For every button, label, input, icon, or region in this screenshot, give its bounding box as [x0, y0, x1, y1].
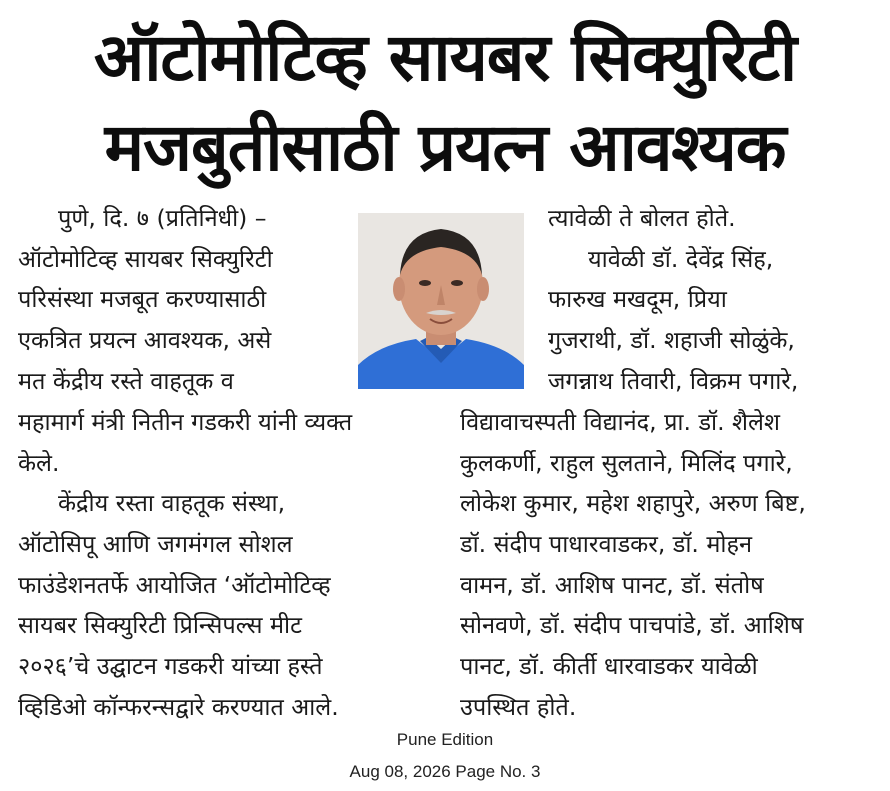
body-line: पुणे, दि. ७ (प्रतिनिधी) –: [58, 204, 267, 232]
body-line: उपस्थित होते.: [460, 692, 577, 721]
body-line: जगन्नाथ तिवारी, विक्रम पगारे,: [548, 366, 799, 395]
edition-label: Pune Edition: [396, 730, 494, 749]
body-line: विद्यावाचस्पती विद्यानंद, प्रा. डॉ. शैलेश: [460, 408, 780, 436]
body-line: केंद्रीय रस्ता वाहतूक संस्था,: [58, 489, 286, 518]
headline-line-1: ऑटोमोटिव्ह सायबर सिक्युरिटी: [93, 19, 797, 96]
minister-photo: [358, 213, 524, 389]
body-line: व्हिडिओ कॉन्फरन्सद्वारे करण्यात आले.: [18, 692, 339, 721]
body-line: ऑटोमोटिव्ह सायबर सिक्युरिटी: [18, 244, 273, 273]
body-line: पानट, डॉ. कीर्ती धारवाडकर यावेळी: [460, 652, 758, 681]
body-line: फाउंडेशनतर्फे आयोजित ‘ऑटोमोटिव्ह: [18, 570, 331, 599]
body-line: डॉ. संदीप पाधारवाडकर, डॉ. मोहन: [460, 530, 753, 559]
body-line: केले.: [18, 448, 60, 477]
body-line: ऑटोसिपू आणि जगमंगल सोशल: [18, 530, 293, 559]
body-line: सोनवणे, डॉ. संदीप पाचपांडे, डॉ. आशिष: [460, 611, 804, 640]
body-line: त्यावेळी ते बोलत होते.: [548, 204, 736, 232]
portrait-illustration: [358, 213, 524, 389]
body-line: वामन, डॉ. आशिष पानट, डॉ. संतोष: [460, 570, 764, 599]
body-line: २०२६’चे उद्घाटन गडकरी यांच्या हस्ते: [18, 652, 323, 681]
body-line: सायबर सिक्युरिटी प्रिन्सिपल्स मीट: [18, 611, 302, 640]
body-line: एकत्रित प्रयत्न आवश्यक, असे: [18, 326, 272, 355]
body-line: महामार्ग मंत्री नितीन गडकरी यांनी व्यक्त: [18, 408, 353, 436]
date-page-label: Aug 08, 2026 Page No. 3: [349, 762, 541, 781]
body-line: यावेळी डॉ. देवेंद्र सिंह,: [588, 244, 774, 273]
body-line: परिसंस्था मजबूत करण्यासाठी: [18, 285, 267, 314]
right-column-bottom: [460, 402, 872, 722]
body-line: मत केंद्रीय रस्ते वाहतूक व: [18, 366, 234, 395]
body-line: कुलकर्णी, राहुल सुलताने, मिलिंद पगारे,: [460, 448, 793, 477]
left-column-bottom: [18, 402, 428, 722]
headline-line-2: मजबुतीसाठी प्रयत्न आवश्यक: [104, 109, 786, 186]
left-column-top: [18, 198, 348, 401]
body-line: गुजराथी, डॉ. शहाजी सोळुंके,: [548, 326, 795, 355]
body-line: फारुख मखदूम, प्रिया: [548, 285, 727, 314]
right-column-top: [548, 198, 872, 401]
body-line: लोकेश कुमार, महेश शहापुरे, अरुण बिष्ट,: [460, 489, 806, 518]
